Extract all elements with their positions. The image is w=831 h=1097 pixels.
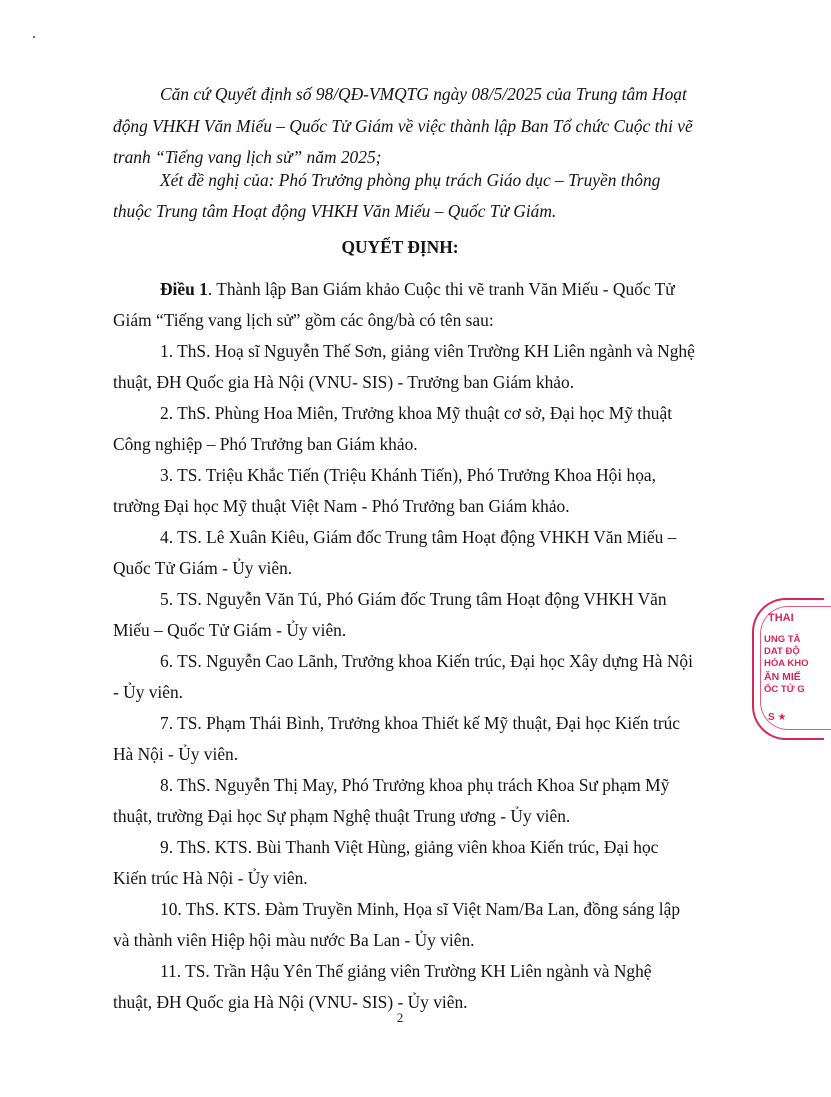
member-line: Quốc Tử Giám - Ủy viên. (113, 558, 293, 578)
member-line: Hà Nội - Ủy viên. (113, 744, 239, 764)
seal-text: ỐC TỬ G (764, 684, 805, 695)
member-line: Công nghiệp – Phó Trưởng ban Giám khảo. (113, 434, 418, 454)
preamble-line: Xét đề nghị của: Phó Trưởng phòng phụ trách Giáo dục – Truyền thông (160, 170, 661, 190)
seal-text: UNG TÂ (764, 634, 801, 645)
seal-text: ĂN MIẾ (764, 671, 801, 683)
article-label: Điều 1 (160, 279, 208, 299)
member-line: - Ủy viên. (113, 682, 184, 702)
article-1-line (160, 278, 675, 300)
member-line: 3. TS. Triệu Khắc Tiến (Triệu Khánh Tiến), Phó Trưởng Khoa Hội họa, (160, 465, 656, 485)
official-seal (752, 598, 824, 740)
member-line: 11. TS. Trần Hậu Yên Thế giảng viên Trường KH Liên ngành và Nghệ (160, 961, 652, 981)
seal-text: DAT ĐỘ (764, 646, 800, 657)
member-line: 6. TS. Nguyễn Cao Lãnh, Trưởng khoa Kiến trúc, Đại học Xây dựng Hà Nội (160, 651, 693, 671)
scan-speck (33, 36, 35, 38)
member-line: 10. ThS. KTS. Đàm Truyền Minh, Họa sĩ Việt Nam/Ba Lan, đồng sáng lập (160, 899, 681, 919)
member-line: Kiến trúc Hà Nội - Ủy viên. (113, 868, 308, 888)
seal-text: HÓA KHO (764, 658, 809, 669)
member-line: trường Đại học Mỹ thuật Việt Nam - Phó Trưởng ban Giám khảo. (113, 496, 570, 516)
member-line: 8. ThS. Nguyễn Thị May, Phó Trưởng khoa phụ trách Khoa Sư phạm Mỹ (160, 775, 670, 795)
member-line: 5. TS. Nguyễn Văn Tú, Phó Giám đốc Trung tâm Hoạt động VHKH Văn (160, 589, 667, 609)
article-text: . Thành lập Ban Giám khảo Cuộc thi vẽ tranh Văn Miếu - Quốc Tử (207, 279, 675, 299)
member-line: thuật, trường Đại học Sự phạm Nghệ thuật Trung ương - Ủy viên. (113, 806, 571, 826)
member-line: Miếu – Quốc Tử Giám - Ủy viên. (113, 620, 347, 640)
article-1-line: Giám “Tiếng vang lịch sử” gồm các ông/bà có tên sau: (113, 310, 494, 330)
member-line: 1. ThS. Hoạ sĩ Nguyễn Thế Sơn, giảng viên Trường KH Liên ngành và Nghệ (160, 341, 695, 361)
seal-text: S ★ (768, 712, 787, 723)
member-line: và thành viên Hiệp hội màu nước Ba Lan - Ủy viên. (113, 930, 475, 950)
decision-heading: QUYẾT ĐỊNH: (341, 237, 459, 257)
member-line: 2. ThS. Phùng Hoa Miên, Trưởng khoa Mỹ thuật cơ sở, Đại học Mỹ thuật (160, 403, 673, 423)
member-line: thuật, ĐH Quốc gia Hà Nội (VNU- SIS) - Ủy viên. (113, 992, 468, 1012)
preamble-line: Căn cứ Quyết định số 98/QĐ-VMQTG ngày 08/5/2025 của Trung tâm Hoạt (160, 84, 687, 104)
member-line: 4. TS. Lê Xuân Kiêu, Giám đốc Trung tâm Hoạt động VHKH Văn Miếu – (160, 527, 677, 547)
preamble-line: thuộc Trung tâm Hoạt động VHKH Văn Miếu – Quốc Tử Giám. (113, 201, 557, 221)
member-line: thuật, ĐH Quốc gia Hà Nội (VNU- SIS) - Trưởng ban Giám khảo. (113, 372, 575, 392)
page-number: 2 (396, 1010, 404, 1025)
preamble-line: động VHKH Văn Miếu – Quốc Tử Giám về việc thành lập Ban Tổ chức Cuộc thi vẽ (113, 116, 693, 136)
preamble-line: tranh “Tiếng vang lịch sử” năm 2025; (113, 147, 382, 167)
member-line: 9. ThS. KTS. Bùi Thanh Việt Hùng, giảng viên khoa Kiến trúc, Đại học (160, 837, 659, 857)
member-line: 7. TS. Phạm Thái Bình, Trưởng khoa Thiết kế Mỹ thuật, Đại học Kiến trúc (160, 713, 681, 733)
seal-text: THAI (768, 612, 794, 624)
